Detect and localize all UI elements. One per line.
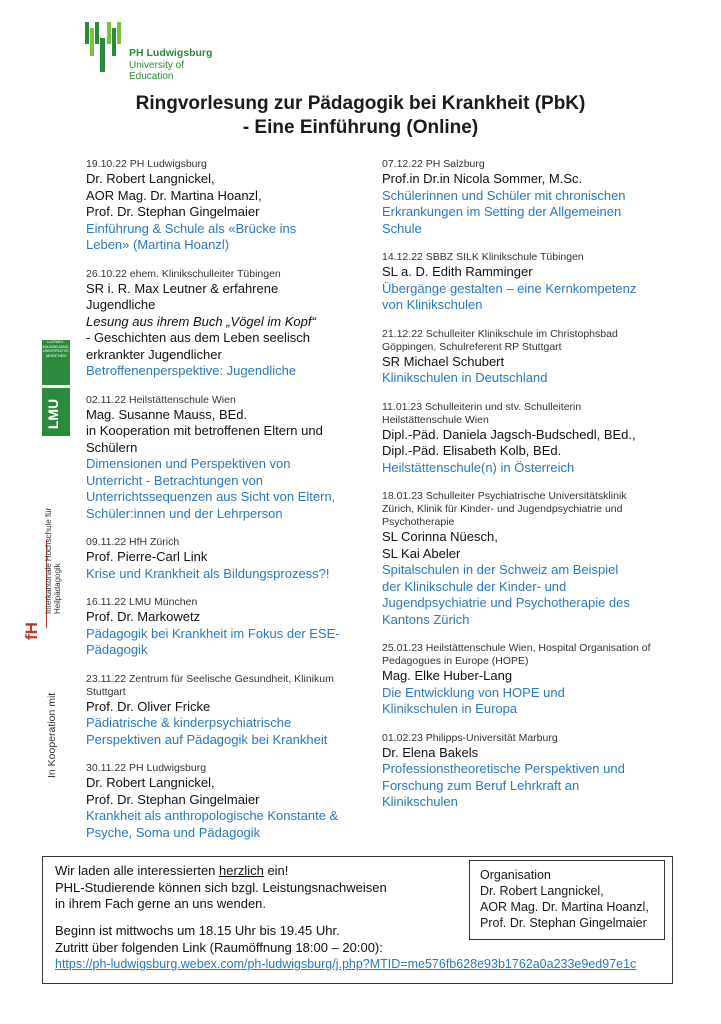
lecture-speaker: Jugendliche (86, 297, 156, 312)
lecture-entry (382, 158, 652, 237)
lecture-entry (86, 673, 356, 749)
lmu-logo (42, 340, 70, 436)
lecture-speaker: Dipl.-Päd. Daniela Jagsch-Budschedl, BEd., (382, 426, 636, 442)
org-title: Organisation (480, 868, 551, 882)
org-name-3: Prof. Dr. Stephan Gingelmaier (480, 916, 647, 930)
lecture-date-venue: 07.12.22 PH Salzburg (382, 158, 485, 170)
ph-logo-icon (85, 18, 129, 73)
hfh-name: Interkantonale Hochschule für Heilpädagogik (44, 507, 62, 614)
invite-underlined: herzlich (219, 863, 264, 878)
lecture-speaker: AOR Mag. Dr. Martina Hoanzl, (86, 187, 262, 203)
lecture-speaker: SL Kai Abeler (382, 545, 461, 561)
lecture-entry (86, 394, 356, 523)
lecture-date-venue: 11.01.23 Schulleiterin und stv. Schulleiterin Heilstättenschule Wien (382, 400, 582, 426)
lecture-speaker: Dr. Robert Langnickel, (86, 775, 215, 790)
organisation-box (469, 860, 665, 940)
lecture-topic: Schüler:innen und der Lehrperson (86, 505, 283, 521)
lecture-reading: Lesung aus ihrem Buch „Vögel im Kopf“ (86, 313, 316, 329)
lecture-speaker: Prof. Dr. Oliver Fricke (86, 698, 211, 714)
title-line-2: - Eine Einführung (Online) (242, 117, 479, 138)
lecture-date-venue: 21.12.22 Schulleiter Klinikschule im Christophsbad Göppingen, Schulreferent RP Stuttgart (382, 327, 618, 353)
lecture-speaker: Prof. Dr. Stephan Gingelmaier (86, 791, 260, 807)
lecture-topic: Pädagogik bei Krankheit im Fokus der ESE- (86, 625, 340, 641)
lecture-topic: Pädagogik (86, 642, 148, 657)
lecture-date-venue: 23.11.22 Zentrum für Seelische Gesundheit, Klinikum Stuttgart (86, 672, 334, 698)
schedule-right-column (382, 158, 652, 825)
lecture-topic: Klinikschulen in Europa (382, 701, 518, 716)
lecture-date-venue: 25.01.23 Heilstättenschule Wien, Hospital Organisation of Pedagogues in Europe (HOPE) (382, 642, 651, 667)
lecture-speaker: SR i. R. Max Leutner & erfahrene (86, 280, 279, 296)
invitation-text (55, 863, 387, 913)
access-text: Zutritt über folgenden Link (Raumöffnung 18:00 – 20:00): (55, 939, 383, 955)
lecture-topic: Leben» (Martina Hoanzl) (86, 237, 230, 252)
lecture-entry (86, 268, 356, 380)
lecture-speaker: Prof. Pierre-Carl Link (86, 549, 208, 564)
page-title (0, 92, 721, 140)
cooperation-label: In Kooperation mit (46, 692, 58, 778)
lecture-topic: Kantons Zürich (382, 611, 470, 627)
lecture-topic: Spitalschulen in der Schweiz am Beispiel (382, 562, 619, 577)
lecture-speaker: SL Corinna Nüesch, (382, 529, 498, 544)
lecture-topic: Professionstheoretische Perspektiven und (382, 761, 625, 776)
lecture-topic: Forschung zum Beruf Lehrkraft an (382, 777, 580, 793)
lecture-topic: Schülerinnen und Schüler mit chronischen (382, 187, 626, 203)
hfh-logo (22, 500, 78, 640)
lecture-entry (86, 536, 356, 582)
lecture-date-venue: 09.11.22 HfH Zürich (86, 536, 180, 548)
logo-subtitle: University of Education (129, 60, 185, 82)
lecture-topic: Krankheit als anthropologische Konstante & (86, 808, 339, 823)
lecture-entry (382, 401, 652, 477)
lecture-topic: Die Entwicklung von HOPE und (382, 684, 565, 700)
lecture-speaker: SR Michael Schubert (382, 353, 505, 369)
invite-post: ein! (263, 863, 289, 878)
lecture-date-venue: 01.02.23 Philipps-Universität Marburg (382, 731, 558, 744)
invite-pre: Wir laden alle interessierten (55, 863, 220, 878)
lecture-topic: Einführung & Schule als «Brücke ins (86, 220, 297, 236)
lecture-date-venue: 26.10.22 ehem. Klinikschulleiter Tübingen (86, 267, 281, 280)
lecture-topic: von Klinikschulen (382, 297, 483, 312)
lecture-entry (86, 596, 356, 659)
org-name-1: Dr. Robert Langnickel, (480, 884, 604, 898)
lecture-topic: Erkrankungen im Setting der Allgemeinen (382, 204, 622, 219)
lecture-entry (382, 328, 652, 387)
lmu-logo-text: LMU (45, 398, 62, 430)
lecture-speaker: Mag. Susanne Mauss, BEd. (86, 406, 248, 422)
webex-link[interactable]: https://ph-ludwigsburg.webex.com/ph-ludwigsburg/j.php?MTID=me576fb628e93b1762a0a233e9ed97e1c (55, 957, 637, 971)
lecture-date-venue: 18.01.23 Schulleiter Psychiatrische Universitätsklinik Zürich, Klinik für Kinder- und Jugendpsychiatrie und Psychotherapie (382, 490, 627, 528)
lecture-topic: Unterrichtssequenzen aus Sicht von Eltern, (86, 489, 336, 504)
lecture-topic: Perspektiven auf Pädagogik bei Krankheit (86, 731, 328, 747)
lecture-speaker: Schülern (86, 439, 138, 455)
logo-name: PH Ludwigsburg (129, 47, 213, 59)
lecture-topic: Unterricht - Betrachtungen von (86, 472, 264, 488)
lecture-topic: Heilstättenschule(n) in Österreich (382, 459, 575, 475)
lecture-entry (382, 642, 652, 718)
ph-ludwigsburg-logo (85, 18, 225, 82)
lecture-date-venue: 02.11.22 Heilstättenschule Wien (86, 393, 236, 406)
lecture-speaker: Dr. Elena Bakels (382, 744, 479, 760)
lecture-entry (86, 762, 356, 841)
lecture-topic: Klinikschulen in Deutschland (382, 370, 548, 385)
lecture-topic: der Klinikschule der Kinder- und (382, 578, 567, 594)
lecture-topic: Pädiatrische & kinderpsychiatrische (86, 715, 292, 730)
org-name-2: AOR Mag. Dr. Martina Hoanzl, (480, 900, 649, 914)
lecture-speaker: Prof.in Dr.in Nicola Sommer, M.Sc. (382, 171, 583, 186)
schedule-left-column (86, 158, 356, 855)
lecture-date-venue: 19.10.22 PH Ludwigsburg (86, 158, 207, 170)
lmu-logo-mark (42, 388, 70, 436)
lecture-topic: Klinikschulen (382, 794, 458, 809)
lecture-note: - Geschichten aus dem Leben seelisch (86, 330, 311, 345)
lecture-topic: Dimensionen und Perspektiven von (86, 456, 291, 471)
lecture-entry (382, 251, 652, 314)
lecture-topic: Krise und Krankheit als Bildungsprozess?! (86, 565, 330, 581)
lecture-entry (382, 490, 652, 628)
lecture-note: erkrankter Jugendlicher (86, 346, 222, 362)
lecture-speaker: in Kooperation mit betroffenen Eltern und (86, 423, 323, 438)
lmu-logo-small-text: LUDWIG-MAXIMILIANS-UNIVERSITÄT MÜNCHEN (42, 340, 70, 385)
hfh-mark: fH (22, 622, 41, 640)
lecture-topic: Jugendpsychiatrie und Psychotherapie des (382, 595, 630, 610)
lecture-speaker: Dr. Robert Langnickel, (86, 171, 215, 186)
lecture-topic: Psyche, Soma und Pädagogik (86, 824, 261, 840)
lecture-speaker: Mag. Elke Huber-Lang (382, 668, 513, 683)
lecture-date-venue: 14.12.22 SBBZ SILK Klinikschule Tübingen (382, 251, 584, 263)
lecture-speaker: Dipl.-Päd. Elisabeth Kolb, BEd. (382, 443, 562, 458)
lecture-entry (382, 732, 652, 811)
students-note-2: in ihrem Fach gerne an uns wenden. (55, 896, 267, 911)
lecture-date-venue: 30.11.22 PH Ludwigsburg (86, 762, 207, 774)
lecture-topic: Schule (382, 220, 422, 236)
lecture-speaker: Prof. Dr. Stephan Gingelmaier (86, 204, 260, 219)
lecture-entry (86, 158, 356, 254)
title-line-1: Ringvorlesung zur Pädagogik bei Krankheit (PbK) (135, 93, 586, 114)
lecture-date-venue: 16.11.22 LMU München (86, 596, 198, 608)
lecture-topic: Übergänge gestalten – eine Kernkompetenz (382, 280, 637, 296)
lecture-speaker: Prof. Dr. Markowetz (86, 609, 201, 624)
lecture-topic: Betroffenenperspektive: Jugendliche (86, 363, 297, 378)
lecture-speaker: SL a. D. Edith Ramminger (382, 264, 533, 279)
students-note-1: PHL-Studierende können sich bzgl. Leistungsnachweisen (55, 879, 387, 895)
time-info: Beginn ist mittwochs um 18.15 Uhr bis 19.45 Uhr. (55, 923, 340, 938)
